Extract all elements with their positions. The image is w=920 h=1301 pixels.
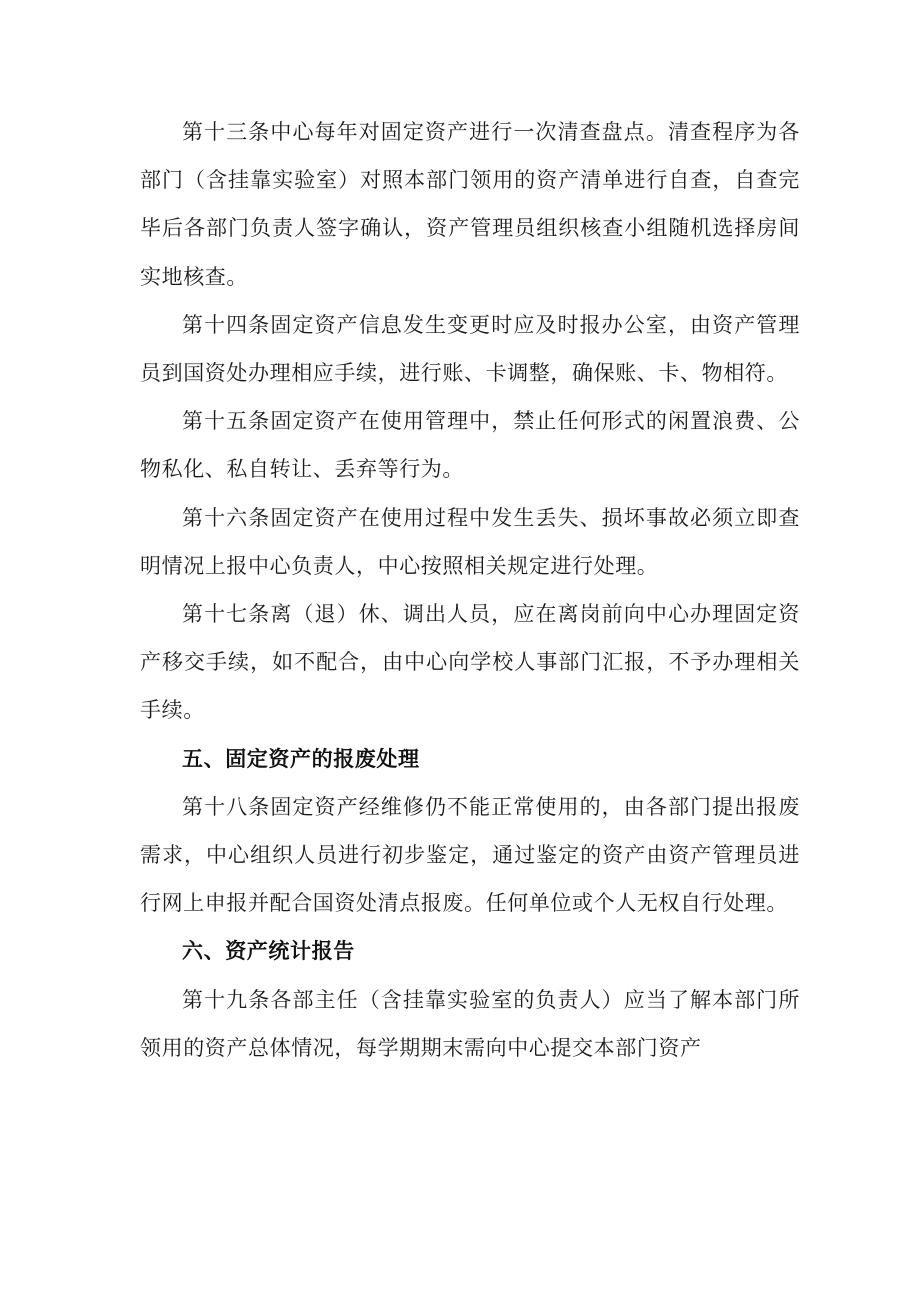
document-body (140, 108, 800, 1072)
article-18-paragraph: 第十八条固定资产经维修仍不能正常使用的，由各部门提出报废需求，中心组织人员进行初步鉴定，通过鉴定的资产由资产管理员进行网上申报并配合国资处清点报废。任何单位或个人无权自行处理。 (140, 794, 800, 916)
section-6-heading: 六、资产统计报告 (182, 939, 355, 964)
article-15-paragraph: 第十五条固定资产在使用管理中，禁止任何形式的闲置浪费、公物私化、私自转让、丢弃等行为。 (140, 409, 800, 482)
article-16-paragraph: 第十六条固定资产在使用过程中发生丢失、损坏事故必须立即查明情况上报中心负责人，中心按照相关规定进行处理。 (140, 505, 800, 578)
article-19-paragraph: 第十九条各部主任（含挂靠实验室的负责人）应当了解本部门所领用的资产总体情况，每学期期末需向中心提交本部门资产 (140, 987, 800, 1060)
section-5-heading: 五、固定资产的报废处理 (182, 746, 420, 771)
article-17-paragraph: 第十七条离（退）休、调出人员，应在离岗前向中心办理固定资产移交手续，如不配合，由中心向学校人事部门汇报，不予办理相关手续。 (140, 602, 800, 723)
article-14-paragraph: 第十四条固定资产信息发生变更时应及时报办公室，由资产管理员到国资处办理相应手续，进行账、卡调整，确保账、卡、物相符。 (140, 312, 800, 386)
article-13-paragraph: 第十三条中心每年对固定资产进行一次清查盘点。清查程序为各部门（含挂靠实验室）对照本部门领用的资产清单进行自查，自查完毕后各部门负责人签字确认，资产管理员组织核查小组随机选择房间实地核查。 (140, 120, 800, 289)
